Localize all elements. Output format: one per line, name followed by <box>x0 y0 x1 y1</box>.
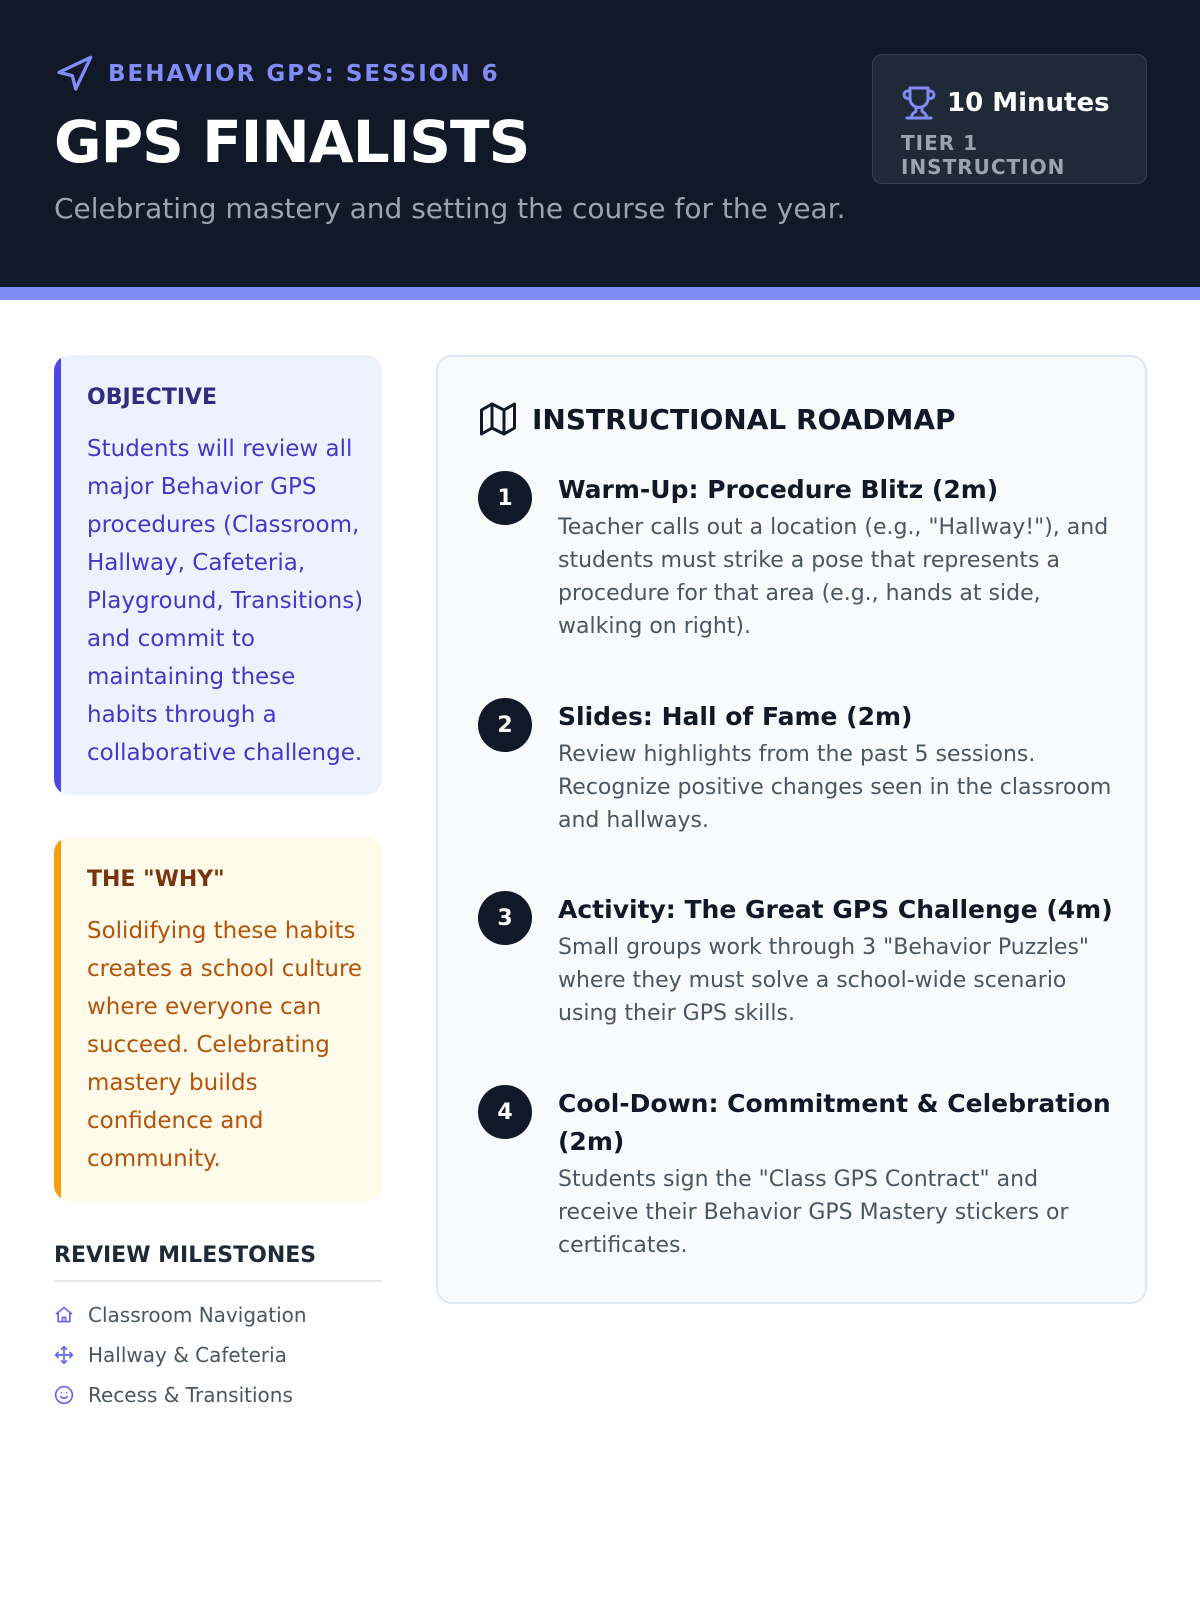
duration-badge <box>872 54 1147 184</box>
move-arrows-icon <box>54 1345 74 1365</box>
step-title: Warm-Up: Procedure Blitz (2m) <box>558 475 999 504</box>
step-description: Teacher calls out a location (e.g., "Hallway!"), and students must strike a pose that represents a procedure for that area (e.g., hands at side, walking on right). <box>558 515 1109 639</box>
milestones-divider <box>54 1280 382 1282</box>
step-description: Review highlights from the past 5 sessions. Recognize positive changes seen in the classroom and hallways. <box>558 742 1112 833</box>
roadmap-header <box>480 401 956 437</box>
step-description: Students sign the "Class GPS Contract" and receive their Behavior GPS Mastery stickers or certificates. <box>558 1167 1069 1258</box>
home-icon <box>54 1305 74 1325</box>
step-number: 3 <box>478 891 532 945</box>
why-accent-stripe <box>54 837 61 1201</box>
step-number: 4 <box>478 1085 532 1139</box>
objective-body: Students will review all major Behavior GPS procedures (Classroom, Hallway, Cafeteria, Playground, Transitions) and commit to maintaining these habits through a collaborative challenge. <box>87 436 364 766</box>
step-title: Activity: The Great GPS Challenge (4m) <box>558 895 1113 924</box>
step-number: 1 <box>478 471 532 525</box>
trophy-icon <box>901 85 937 121</box>
map-icon <box>480 401 516 437</box>
step-title: Cool-Down: Commitment & Celebration (2m) <box>558 1089 1111 1156</box>
page-header <box>0 0 1200 287</box>
milestone-item <box>54 1375 307 1415</box>
objective-card <box>54 355 382 795</box>
milestone-item <box>54 1335 307 1375</box>
duration-value: 10 Minutes <box>947 88 1110 118</box>
why-heading: THE "WHY" <box>87 867 225 892</box>
why-body: Solidifying these habits creates a school culture where everyone can succeed. Celebrating mastery builds confidence and community. <box>87 918 363 1172</box>
milestone-label: Recess & Transitions <box>88 1383 293 1407</box>
step-number: 2 <box>478 698 532 752</box>
why-card <box>54 837 382 1201</box>
roadmap-title: INSTRUCTIONAL ROADMAP <box>532 402 956 436</box>
milestone-label: Classroom Navigation <box>88 1303 307 1327</box>
tier-label: TIER 1 INSTRUCTION <box>901 131 1066 179</box>
session-label: BEHAVIOR GPS: SESSION 6 <box>108 61 500 87</box>
instructional-roadmap-card <box>436 355 1147 1304</box>
milestones-list <box>54 1295 307 1415</box>
objective-accent-stripe <box>54 355 61 795</box>
navigation-arrow-icon <box>54 54 94 94</box>
milestone-item <box>54 1295 307 1335</box>
milestone-label: Hallway & Cafeteria <box>88 1343 287 1367</box>
page-subtitle: Celebrating mastery and setting the course for the year. <box>54 192 846 225</box>
step-title: Slides: Hall of Fame (2m) <box>558 702 913 731</box>
header-accent-bar <box>0 287 1200 300</box>
page-title: GPS FINALISTS <box>54 108 530 176</box>
step-description: Small groups work through 3 "Behavior Puzzles" where they must solve a school-wide scenario using their GPS skills. <box>558 935 1090 1026</box>
objective-heading: OBJECTIVE <box>87 385 218 410</box>
smile-icon <box>54 1385 74 1405</box>
milestones-title: REVIEW MILESTONES <box>54 1243 317 1268</box>
session-eyebrow <box>54 54 500 94</box>
